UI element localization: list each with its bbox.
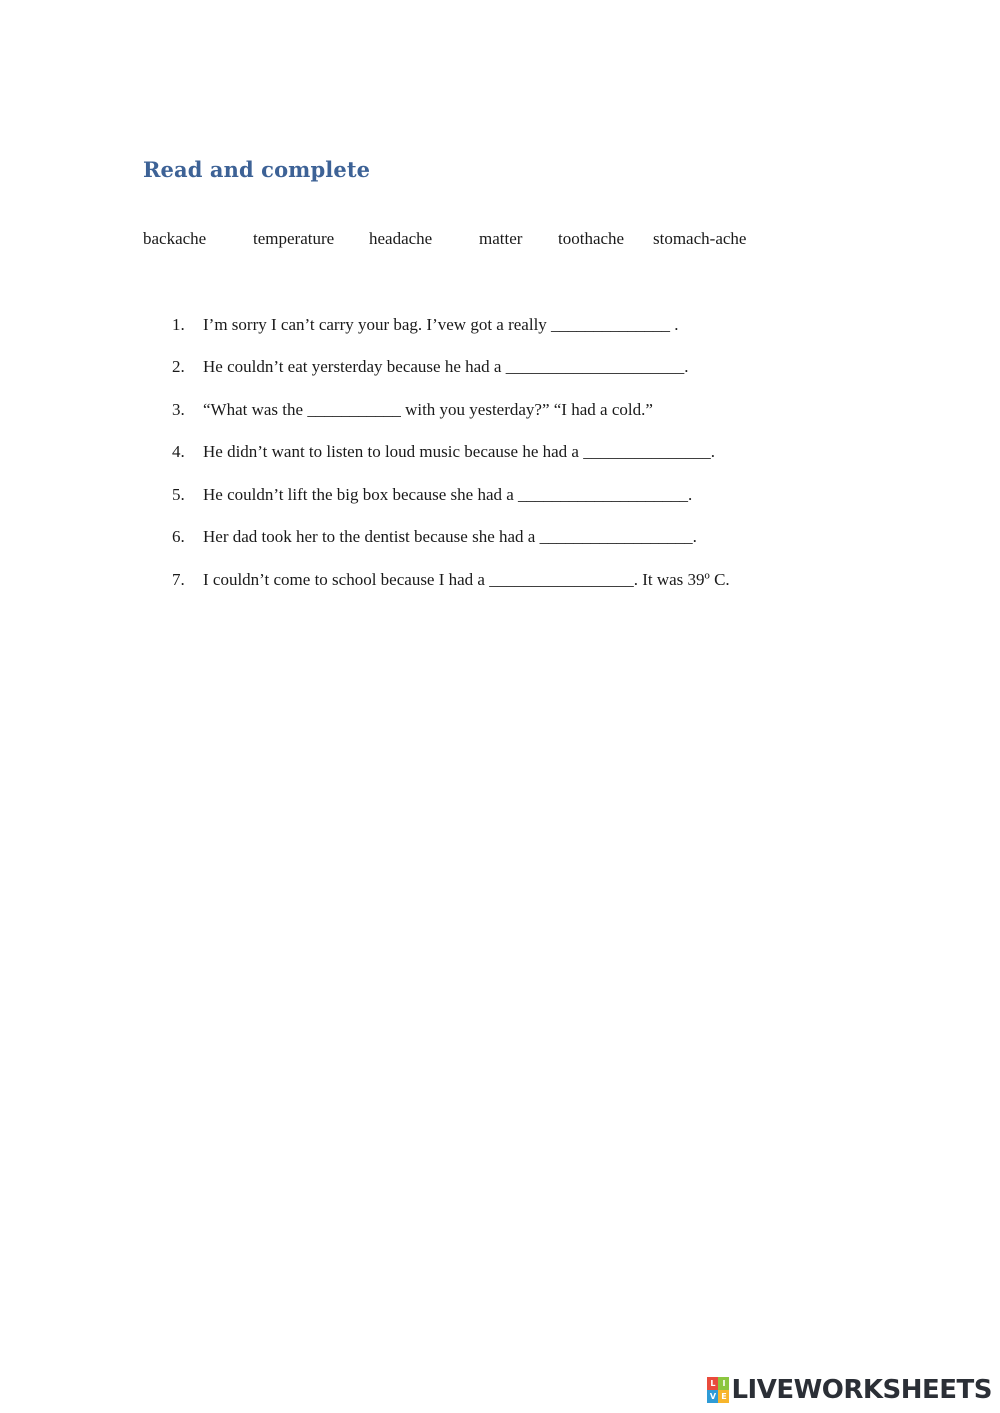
question-number: 4. — [172, 442, 185, 461]
logo-mark-cell: I — [718, 1377, 729, 1390]
question-text: “What was the ___________ with you yesterday?” “I had a cold.” — [203, 400, 653, 419]
question-item — [172, 485, 692, 509]
question-number: 3. — [172, 400, 185, 419]
word-bank-item: backache — [143, 229, 207, 248]
logo-mark-icon — [707, 1377, 729, 1403]
logo-text: LIVEWORKSHEETS — [731, 1375, 992, 1405]
question-number: 2. — [172, 357, 185, 376]
question-text: He couldn’t eat yersterday because he had a _____________________. — [203, 357, 689, 376]
question-text: He couldn’t lift the big box because she had a ____________________. — [203, 485, 693, 504]
logo-mark-cell: L — [707, 1377, 718, 1390]
liveworksheets-logo — [707, 1375, 992, 1405]
question-text: I’m sorry I can’t carry your bag. I’vew got a really ______________ . — [203, 315, 679, 334]
question-item — [172, 442, 715, 466]
word-bank-item: temperature — [253, 229, 335, 248]
word-bank-item: headache — [369, 229, 433, 248]
logo-mark-cell: V — [707, 1390, 718, 1403]
word-bank-item: stomach-ache — [653, 229, 747, 248]
question-number: 6. — [172, 527, 185, 546]
question-text: He didn’t want to listen to loud music because he had a _______________. — [203, 442, 715, 461]
question-number: 5. — [172, 485, 185, 504]
question-text: Her dad took her to the dentist because she had a __________________. — [203, 527, 697, 546]
question-item — [172, 357, 688, 381]
question-item — [172, 527, 697, 551]
word-bank-item: toothache — [558, 229, 625, 248]
page-title: Read and complete — [143, 157, 371, 182]
question-item — [172, 570, 730, 594]
question-number: 1. — [172, 315, 185, 334]
question-item — [172, 400, 653, 424]
word-bank — [0, 229, 1000, 253]
logo-mark-cell: E — [718, 1390, 729, 1403]
question-item — [172, 315, 679, 339]
word-bank-item: matter — [479, 229, 523, 248]
question-text: I couldn’t come to school because I had a _________________. It was 39º C. — [203, 570, 730, 589]
question-number: 7. — [172, 570, 185, 589]
